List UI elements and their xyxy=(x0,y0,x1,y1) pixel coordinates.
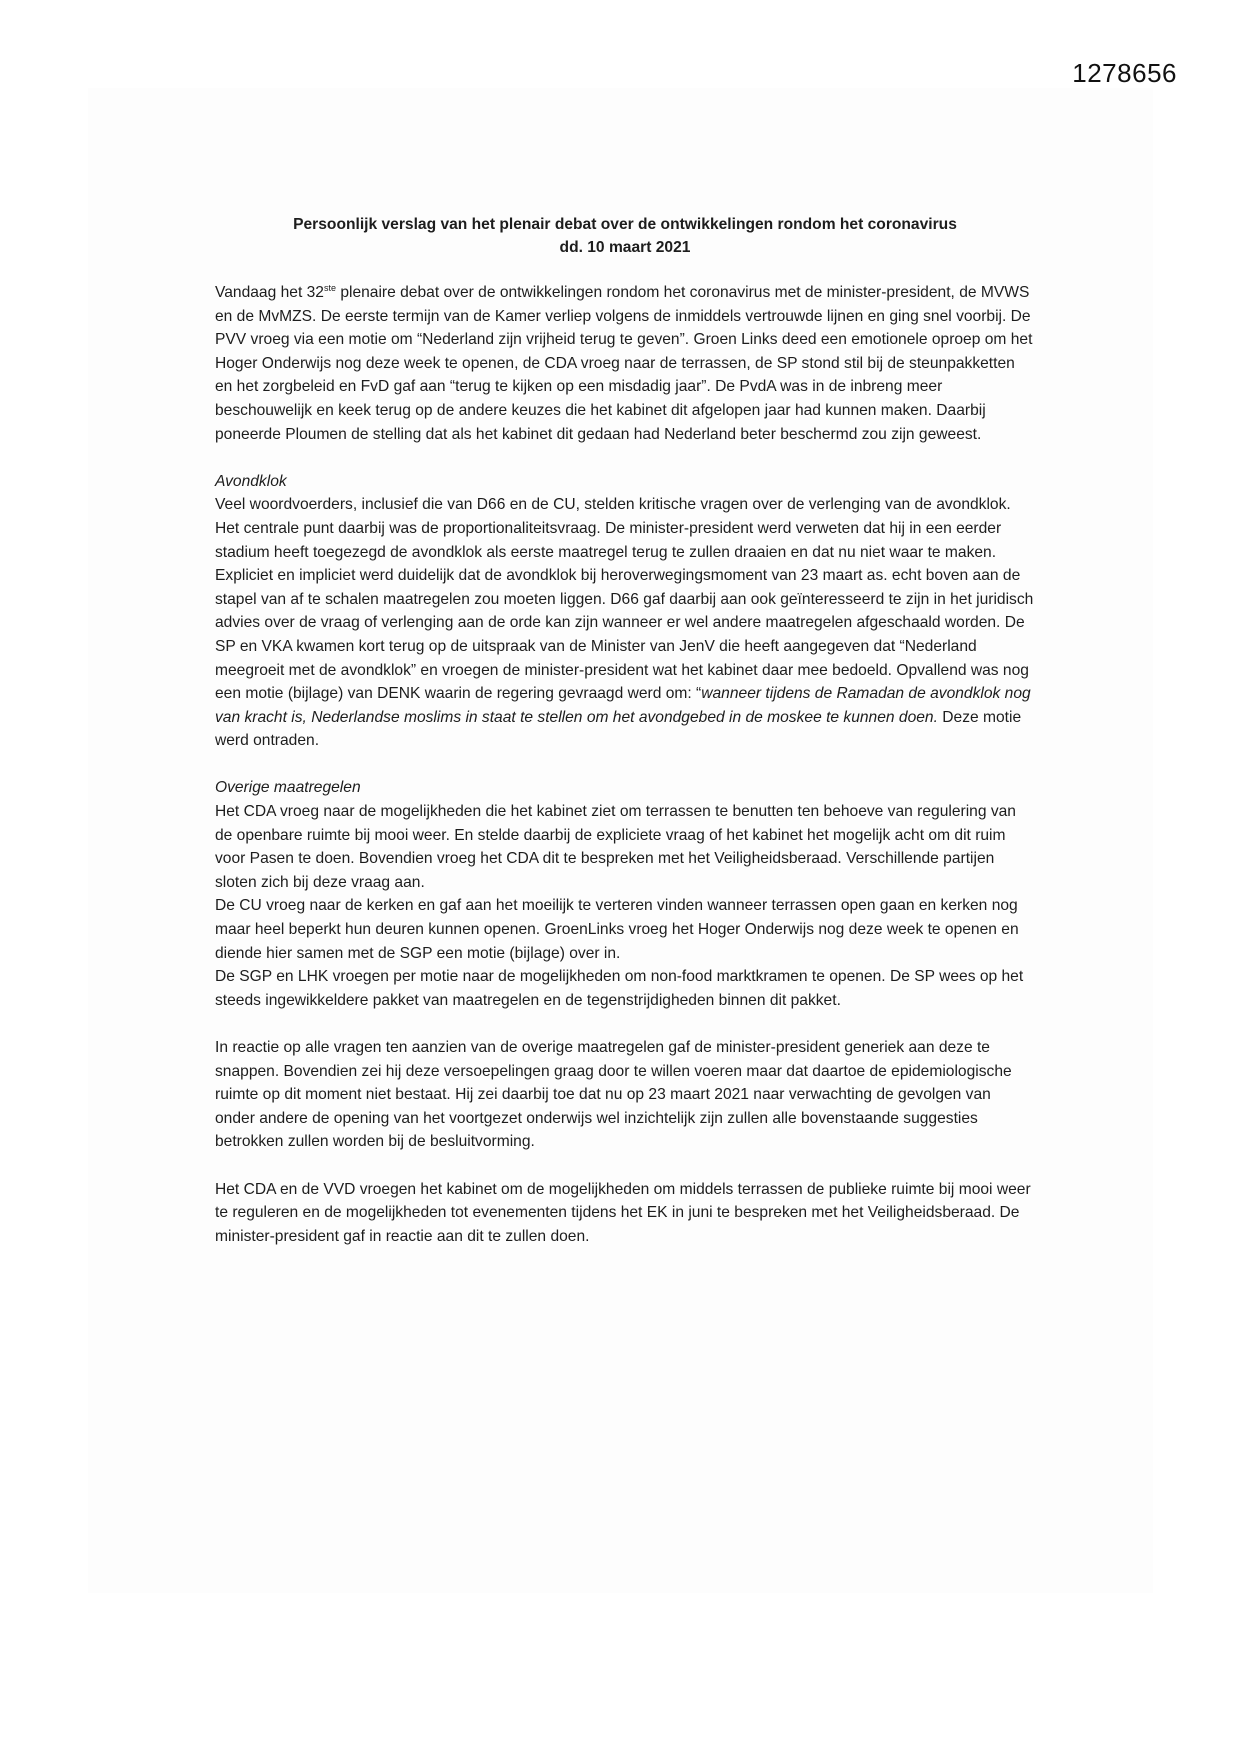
slot-paragraph: Het CDA en de VVD vroegen het kabinet om de mogelijkheden om middels terrassen de publieke ruimte bij mooi weer te reguleren en de mogelijkheden tot evenementen tijdens het EK in juni te bespreken met het Veiligheidsberaad. De minister-president gaf in reactie aan dit te zullen doen. xyxy=(215,1180,1031,1245)
intro-prefix: Vandaag het 32 xyxy=(215,284,324,301)
avondklok-closing: Deze motie werd ontraden. xyxy=(215,708,1022,750)
denk-motion-quote: wanneer tijdens de Ramadan de avondklok nog van kracht is, Nederlandse moslims in staat te stellen om het avondgebed in de moskee te kunnen doen. xyxy=(215,685,1031,726)
overige-paragraph-3: De SGP en LHK vroegen per motie naar de mogelijkheden om non-food marktkramen te openen. De SP wees op het steeds ingewikkeldere pakket van maatregelen en de tegenstrijdigheden binnen dit pakket. xyxy=(215,968,1024,1009)
reactie-paragraph: In reactie op alle vragen ten aanzien van de overige maatregelen gaf de minister-president generiek aan deze te snappen. Bovendien zei hij deze versoepelingen graag door te willen voeren maar dat daartoe de epidemiologische ruimte op dit moment niet bestaat. Hij zei daarbij toe dat nu op 23 maart 2021 naar verwachting de gevolgen van onder andere de opening van het voortgezet onderwijs wel inzichtelijk zijn zullen alle bovenstaande suggesties betrokken zullen worden bij de besluitvorming. xyxy=(215,1039,1012,1151)
overige-paragraph-2: De CU vroeg naar de kerken en gaf aan het moeilijk te verteren vinden wanneer terrassen open gaan en kerken nog maar heel beperkt hun deuren kunnen openen. GroenLinks vroeg het Hoger Onderwijs nog deze week te openen en diende hier samen met de SGP een motie (bijlage) over in. xyxy=(215,897,1019,962)
title-date: dd. 10 maart 2021 xyxy=(559,239,691,256)
document-body xyxy=(215,213,1035,1272)
section-heading-avondklok: Avondklok xyxy=(215,472,287,490)
document-title xyxy=(215,213,1035,259)
avondklok-paragraph xyxy=(215,493,1035,753)
intro-paragraph xyxy=(215,281,1035,446)
avondklok-text: Veel woordvoerders, inclusief die van D66 en de CU, stelden kritische vragen over de verlenging van de avondklok. Het centrale punt daarbij was de proportionaliteitsvraag. De minister-president werd verweten dat hij in een eerder stadium heeft toegezegd de avondklok als eerste maatregel terug te zullen draaien en dat nu niet waar te maken. Expliciet en impliciet werd duidelijk dat de avondklok bij heroverwegingsmoment van 23 maart as. echt boven aan de stapel van af te schalen maatregelen zou moeten liggen. D66 gaf daarbij aan ook geïnteresseerd te zijn in het juridisch advies over de vraag of verlenging aan de orde kan zijn wanneer er wel andere maatregelen afgeschaald worden. De SP en VKA kwamen kort terug op de uitspraak van de Minister van JenV die heeft aangegeven dat “Nederland meegroeit met de avondklok” en vroegen de minister-president wat het kabinet daar mee bedoeld. Opvallend was nog een motie (bijlage) van DENK waarin de regering gevraagd werd om: “ xyxy=(215,496,1034,703)
document-number: 1278656 xyxy=(1072,58,1177,88)
overige-paragraph-1: Het CDA vroeg naar de mogelijkheden die het kabinet ziet om terrassen te benutten ten behoeve van regulering van de openbare ruimte bij mooi weer. En stelde daarbij de expliciete vraag of het kabinet het mogelijk acht om dit ruim voor Pasen te doen. Bovendien vroeg het CDA dit te bespreken met het Veiligheidsberaad. Verschillende partijen sloten zich bij deze vraag aan. xyxy=(215,803,1016,891)
intro-text: plenaire debat over de ontwikkelingen rondom het coronavirus met de minister-president, de MVWS en de MvMZS. De eerste termijn van de Kamer verliep volgens de inmiddels vertrouwde lijnen en ging snel voorbij. De PVV vroeg via een motie om “Nederland zijn vrijheid terug te geven”. Groen Links deed een emotionele oproep om het Hoger Onderwijs nog deze week te openen, de CDA vroeg naar de terrassen, de SP stond stil bij de steunpakketten en het zorgbeleid en FvD gaf aan “terug te kijken op een misdadig jaar”. De PvdA was in de inbreng meer beschouwelijk en keek terug op de andere keuzes die het kabinet dit afgelopen jaar had kunnen maken. Daarbij poneerde Ploumen de stelling dat als het kabinet dit gedaan had Nederland beter beschermd zou zijn geweest. xyxy=(215,284,1033,443)
section-heading-overige: Overige maatregelen xyxy=(215,779,361,797)
intro-superscript: ste xyxy=(323,282,336,293)
title-line-1: Persoonlijk verslag van het plenair debat over de ontwikkelingen rondom het coronavirus xyxy=(293,216,957,233)
